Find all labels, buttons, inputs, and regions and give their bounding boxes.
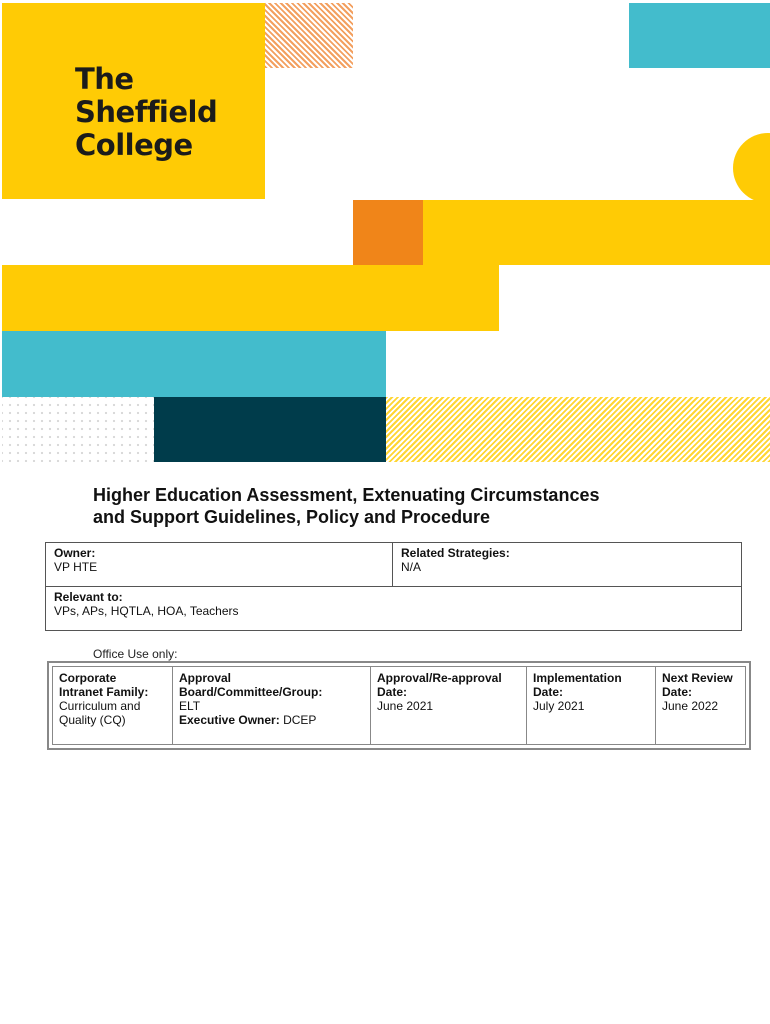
navy-block-decoration: [154, 397, 386, 462]
implementation-date-cell: [527, 667, 656, 745]
logo-line-the: The: [75, 62, 134, 96]
yellow-circle-decoration: [733, 133, 770, 203]
related-strategies-cell: [393, 543, 742, 587]
executive-owner-label: Executive Owner:: [179, 713, 280, 727]
teal-bar-decoration: [2, 331, 386, 397]
yellow-bar-mid-decoration: [2, 265, 499, 331]
intranet-family-label-2: Intranet Family:: [59, 685, 149, 699]
approval-board-label-1: Approval: [179, 671, 232, 685]
intranet-family-label-1: Corporate: [59, 671, 117, 685]
document-title: [93, 484, 713, 528]
executive-owner-value: DCEP: [283, 713, 317, 727]
teal-block-decoration: [629, 3, 770, 68]
intranet-family-value-2: Quality (CQ): [59, 713, 126, 727]
relevant-to-cell: [46, 587, 742, 631]
office-use-label: Office Use only:: [93, 647, 178, 661]
intranet-family-value-1: Curriculum and: [59, 699, 141, 713]
next-review-date-label-2: Date:: [662, 685, 693, 699]
related-strategies-value: N/A: [401, 560, 422, 574]
next-review-date-cell: [656, 667, 746, 745]
office-use-box: [47, 661, 751, 750]
office-use-table: [52, 666, 746, 745]
reapproval-date-value: June 2021: [377, 699, 434, 713]
approval-board-cell: [173, 667, 371, 745]
relevant-to-value: VPs, APs, HQTLA, HOA, Teachers: [54, 604, 239, 618]
owner-value: VP HTE: [54, 560, 98, 574]
title-line-1: Higher Education Assessment, Extenuating Circumstances: [93, 485, 600, 505]
next-review-date-value: June 2022: [662, 699, 719, 713]
implementation-date-label-1: Implementation: [533, 671, 622, 685]
dot-pattern-decoration: [2, 397, 154, 462]
reapproval-date-cell: [371, 667, 527, 745]
orange-stripes-decoration: [265, 3, 353, 68]
logo-line-college: College: [75, 128, 193, 162]
reapproval-date-label-1: Approval/Re-approval: [377, 671, 502, 685]
implementation-date-value: July 2021: [533, 699, 585, 713]
owner-cell: [46, 543, 393, 587]
title-line-2: and Support Guidelines, Policy and Procedure: [93, 507, 491, 527]
approval-board-label-2: Board/Committee/Group:: [179, 685, 323, 699]
reapproval-date-label-2: Date:: [377, 685, 408, 699]
yellow-bar-right-decoration: [423, 200, 770, 265]
relevant-to-label: Relevant to:: [54, 590, 123, 604]
policy-info-table: [45, 542, 742, 631]
orange-square-decoration: [353, 200, 423, 265]
next-review-date-label-1: Next Review: [662, 671, 733, 685]
yellow-stripes-decoration: [386, 397, 770, 462]
executive-owner-line: [179, 713, 364, 727]
approval-board-value: ELT: [179, 699, 201, 713]
related-strategies-label: Related Strategies:: [401, 546, 510, 560]
owner-label: Owner:: [54, 546, 96, 560]
implementation-date-label-2: Date:: [533, 685, 564, 699]
intranet-family-cell: [53, 667, 173, 745]
logo-line-sheffield: Sheffield: [75, 95, 218, 129]
college-logo: [75, 63, 217, 162]
